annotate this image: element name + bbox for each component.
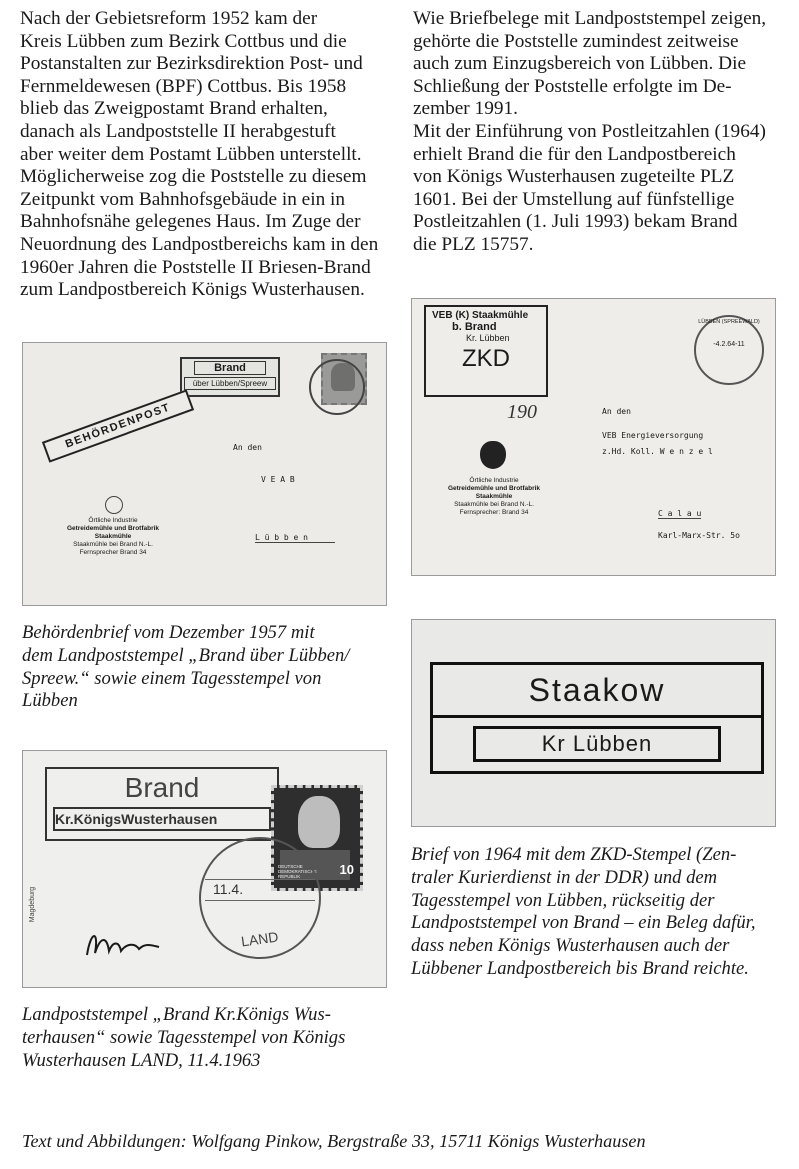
staakow-line-1: Staakow (433, 665, 761, 718)
left-paragraph-line: Fernmeldewesen (BPF) Cottbus. Bis 1958 (20, 75, 347, 97)
zkd-line-1: VEB (K) Staakmühle (432, 310, 529, 321)
zkd-sender-small: Örtliche Industrie (469, 477, 519, 484)
right-paragraph-1-line: Wie Briefbelege mit Landpoststempel zeigen, (413, 8, 767, 29)
caption-1957-line: Behördenbrief vom Dezember 1957 mit (22, 622, 315, 643)
caption-1964-line: traler Kurierdienst in der DDR) und dem (411, 866, 718, 888)
right-paragraph-1-line: gehörte die Poststelle zumindest zeitweise (413, 30, 739, 52)
zkd-box-stamp (424, 305, 548, 397)
signature (79, 925, 169, 965)
zkd-postmark-luebben (694, 315, 764, 385)
landpost-stamp-brand-luebben (180, 357, 280, 397)
zkd-line-3: Kr. Lübben (466, 333, 510, 343)
zkd-address-1: VEB Energieversorgung (602, 431, 704, 440)
left-paragraph-line: aber weiter dem Postamt Lübben unterstellt. (20, 143, 362, 165)
left-paragraph-line: Kreis Lübben zum Bezirk Cottbus und die (20, 30, 347, 52)
postage-country-2: DEMOKRATISCHE REPUBLIK (278, 869, 317, 879)
caption-envelope-1957 (22, 622, 385, 713)
sender-logo-icon (105, 496, 123, 514)
zkd-sender-4: Fernsprecher: Brand 34 (459, 509, 529, 516)
body-paragraph-right-1 (413, 8, 775, 121)
caption-1964-line: dass neben Königs Wusterhausen auch der (411, 935, 730, 957)
zkd-sender-3: Staakmühle bei Brand N.-L. (454, 501, 534, 508)
figure-envelope-1957 (22, 342, 387, 606)
address-city: L ü b b e n (255, 533, 335, 543)
postmark-land: LAND (240, 928, 280, 950)
zkd-sender-2: Staakmühle (475, 493, 513, 500)
caption-1964-line: Landpoststempel von Brand – ein Beleg dafür, (411, 912, 756, 934)
caption-1963-line: terhausen“ sowie Tagesstempel von Königs (22, 1026, 346, 1048)
caption-1963-line: Landpoststempel „Brand Kr.Königs Wus- (22, 1004, 331, 1025)
zkd-address-street: Karl-Marx-Str. 5o (658, 531, 740, 540)
right-text-column (413, 8, 775, 257)
caption-stamp-1963 (22, 1004, 385, 1072)
sender-line-4: Fernsprecher Brand 34 (79, 549, 147, 556)
postage-country-1: DEUTSCHE (278, 864, 303, 869)
caption-1964-line: Lübbener Landpostbereich bis Brand reichte. (411, 957, 749, 979)
left-paragraph-line: Bahnhofsnähe gelegenes Haus. Im Zuge der (20, 211, 361, 233)
caption-1957-line: dem Landpoststempel „Brand über Lübben/ (22, 644, 350, 666)
caption-1964-line: Tagesstempel von Lübben, rückseitig der (411, 889, 715, 911)
left-paragraph-line: Postanstalten zur Bezirksdirektion Post- und (20, 53, 363, 75)
postmark-date: 11.4. (213, 881, 244, 897)
right-paragraph-1-line: zember 1991. (413, 98, 518, 120)
sender-line-2: Staakmühle (94, 533, 132, 540)
address-an-den: An den (233, 443, 262, 452)
brand-line-2: Kr.KönigsWusterhausen (53, 807, 271, 831)
stamp-text-ueber-luebben: über Lübben/Spreew (184, 377, 276, 390)
postmark-luebben (309, 359, 365, 415)
zkd-sender-block (428, 477, 560, 517)
zkd-postmark-city: LÜBBEN (SPREEWALD) (698, 319, 760, 325)
sender-line-3: Staakmühle bei Brand N.-L. (73, 541, 153, 548)
figure-brand-1963 (22, 750, 387, 988)
right-paragraph-2-line: von Königs Wusterhausen zugeteilte PLZ (413, 166, 735, 188)
sender-line-1: Getreidemühle und Brotfabrik (66, 525, 160, 532)
sender-small: Örtliche Industrie (88, 517, 138, 524)
page-footer-credit: Text und Abbildungen: Wolfgang Pinkow, Bergstraße 33, 15711 Königs Wusterhausen (22, 1131, 646, 1151)
zkd-sender-1: Getreidemühle und Brotfabrik (447, 485, 541, 492)
address-name: V E A B (261, 475, 295, 484)
left-paragraph-line: zum Landpostbereich Königs Wusterhausen. (20, 279, 365, 301)
postage-value: 10 (339, 862, 354, 877)
right-paragraph-1-line: Schließung der Poststelle erfolgte im De- (413, 75, 732, 97)
handwritten-number: 190 (507, 401, 537, 423)
left-paragraph-line: Möglicherweise zog die Poststelle zu diesem (20, 166, 367, 188)
right-paragraph-2-line: 1601. Bei der Umstellung auf fünfstellige (413, 188, 735, 210)
behoerdenpost-stamp: BEHÖRDENPOST (42, 389, 194, 462)
caption-zkd-1964 (411, 844, 774, 981)
left-paragraph-line: Neuordnung des Landpostbereichs kam in den (20, 233, 379, 255)
caption-1963-line: Wusterhausen LAND, 11.4.1963 (22, 1049, 261, 1071)
caption-1957-line: Lübben (22, 690, 78, 712)
left-text-column (20, 8, 387, 302)
body-paragraph-left (20, 8, 387, 302)
zkd-sender-logo-icon (480, 441, 506, 469)
zkd-line-4: ZKD (462, 345, 510, 372)
caption-1957-line: Spreew.“ sowie einem Tagesstempel von (22, 667, 322, 689)
staakow-stamp-outer (430, 662, 764, 774)
right-paragraph-2-line: erhielt Brand die für den Landpostbereich (413, 143, 736, 165)
zkd-address-2: z.Hd. Koll. W e n z e l (602, 447, 713, 456)
right-paragraph-1-line: auch zum Einzugsbereich von Lübben. Die (413, 53, 747, 75)
left-paragraph-line: Nach der Gebietsreform 1952 kam der (20, 8, 318, 29)
right-paragraph-2-line: Mit der Einführung von Postleitzahlen (1964) (413, 120, 766, 142)
stamp-text-brand: Brand (194, 361, 266, 375)
figure-zkd-envelope-1964 (411, 298, 776, 576)
postmark-kw-land (199, 837, 321, 959)
zkd-postmark-date: -4.2.64-11 (713, 341, 745, 348)
right-paragraph-2-line: die PLZ 15757. (413, 233, 534, 255)
sender-block (53, 517, 173, 557)
caption-1964-line: Brief von 1964 mit dem ZKD-Stempel (Zen- (411, 844, 737, 865)
staakow-line-2: Kr Lübben (473, 726, 721, 762)
left-paragraph-line: Zeitpunkt vom Bahnhofsgebäude in ein in (20, 188, 346, 210)
zkd-address-city: C a l a u (658, 509, 702, 518)
brand-stamp-box (45, 767, 279, 841)
left-paragraph-line: 1960er Jahren die Poststelle II Briesen-Brand (20, 256, 371, 278)
left-paragraph-line: blieb das Zweigpostamt Brand erhalten, (20, 98, 328, 120)
zkd-address-an: An den (602, 407, 631, 416)
side-text-magdeburg: Magdeburg (29, 886, 37, 923)
figure-staakow-stamp (411, 619, 776, 827)
body-paragraph-right-2 (413, 121, 775, 257)
zkd-line-2: b. Brand (452, 321, 497, 333)
left-paragraph-line: danach als Landpoststelle II herabgestuft (20, 120, 336, 142)
brand-line-1: Brand (124, 772, 200, 803)
right-paragraph-2-line: Postleitzahlen (1. Juli 1993) bekam Brand (413, 211, 738, 233)
